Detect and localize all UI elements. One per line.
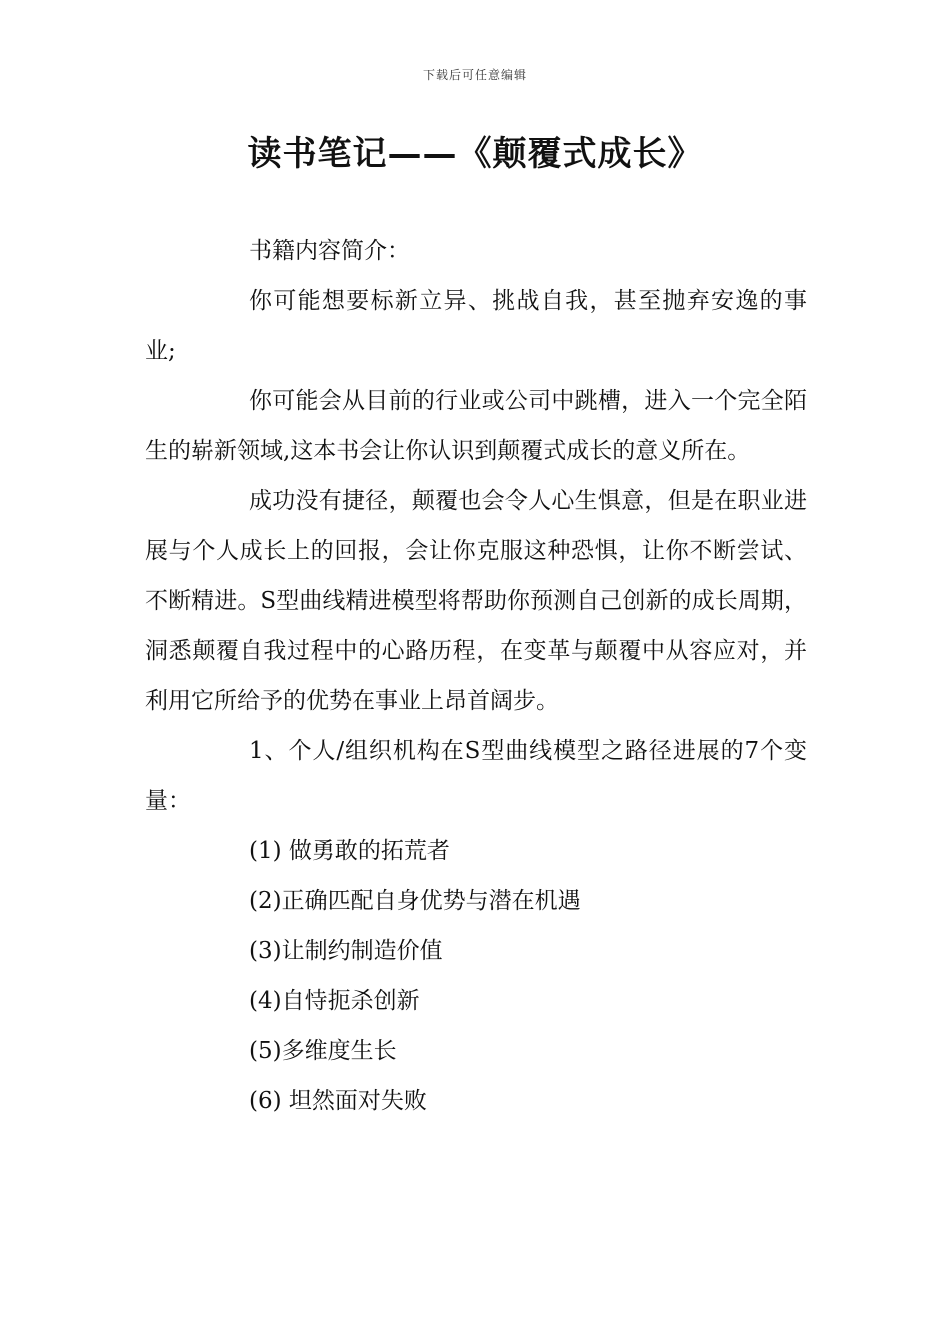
list-item: (5)多维度生长 [249,1038,397,1064]
body-paragraph: 你可能会从目前的行业或公司中跳槽，进入一个完全陌生的崭新领域,这本书会让你认识到颠覆式成长的意义所在。 [145,388,807,464]
section-heading: 1、个人/组织机构在S型曲线模型之路径进展的7个变量： [145,738,807,814]
list-item: (6) 坦然面对失败 [249,1088,427,1114]
page-header-note: 下载后可任意编辑 [422,68,527,82]
document-title: 读书笔记——《颠覆式成长》 [247,134,703,174]
list-item: (3)让制约制造价值 [249,938,443,964]
body-paragraph: 你可能想要标新立异、挑战自我，甚至抛弃安逸的事业; [145,288,807,364]
list-item: (1) 做勇敢的拓荒者 [249,838,450,864]
list-item: (2)正确匹配自身优势与潜在机遇 [249,888,581,914]
intro-heading: 书籍内容简介： [249,238,410,264]
list-item: (4)自恃扼杀创新 [249,988,420,1014]
body-paragraph: 成功没有捷径，颠覆也会令人心生惧意，但是在职业进展与个人成长上的回报，会让你克服这种恐惧，让你不断尝试、不断精进。S型曲线精进模型将帮助你预测自己创新的成长周期，洞悉颠覆自我过程中的心路历程，在变革与颠覆中从容应对，并利用它所给予的优势在事业上昂首阔步。 [145,488,807,714]
document-body [145,226,807,1126]
